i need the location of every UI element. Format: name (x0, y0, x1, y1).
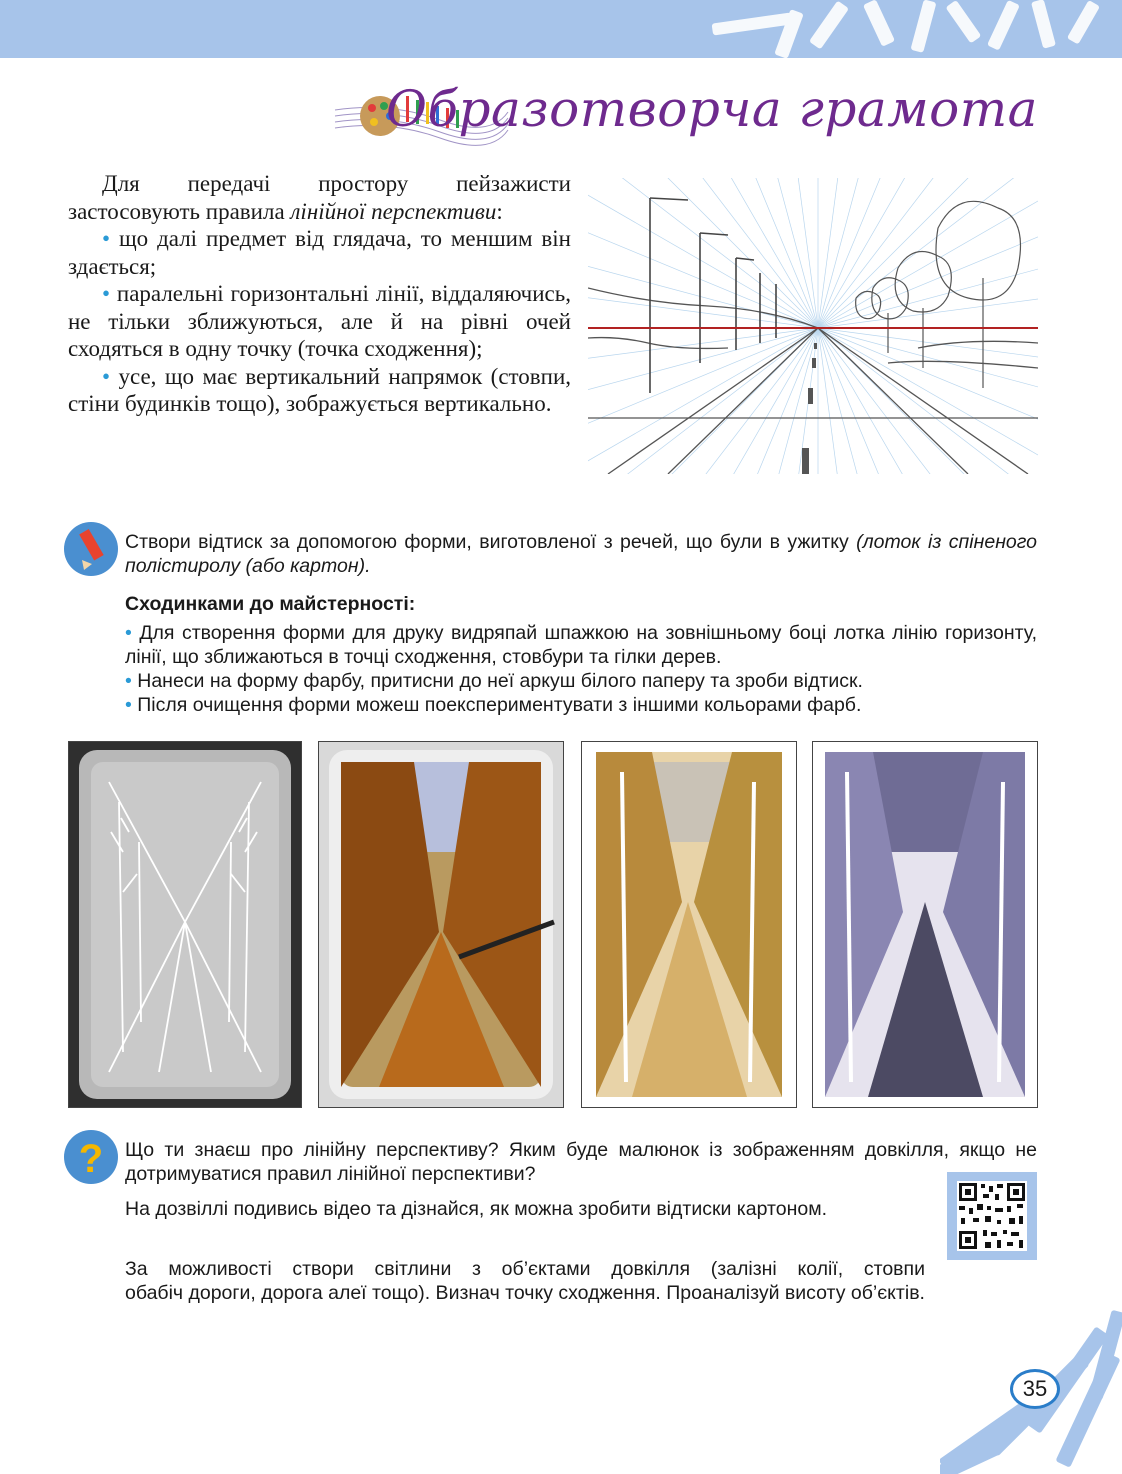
photo-task-text (125, 1257, 1037, 1305)
bullet-icon: • (125, 670, 138, 692)
photo-task-line: За можливості створи світлини з об’єктами довкілля (залізні колії, стовпи (125, 1258, 925, 1280)
rules-intro-end: : (496, 198, 503, 224)
perspective-rules (68, 170, 571, 418)
pencil-icon (64, 522, 118, 576)
bullet-icon: • (125, 622, 140, 644)
qr-code-icon[interactable] (947, 1172, 1037, 1260)
svg-text:?: ? (78, 1137, 104, 1181)
rule-text: паралельні горизонтальні лінії, віддаляючись, не тільки зближуються, але й на рівні очей сходяться в одну точку (точка сходження); (68, 281, 572, 361)
task-materials: (лоток із спіненого полістиролу (або картон). (125, 531, 1038, 577)
step-text: Для створення форми для друку видряпай шпажкою на зовнішньому боці лотка лінію горизонту, лінії, що зближаються в точці сходження, стовбури та гілки дерев. (125, 622, 1037, 668)
bullet-icon: • (102, 281, 117, 306)
photo-scratched-tray (68, 741, 302, 1108)
step-text: Після очищення форми можеш поекспериментувати з іншими кольорами фарб. (137, 694, 862, 716)
page-title: Образотворча грамота (386, 80, 1038, 138)
rules-intro (68, 170, 571, 225)
bullet-icon: • (125, 694, 138, 716)
rules-intro-term: лінійної перспективи (290, 198, 497, 224)
rules-intro-text: Для передачі простору пейзажисти застосовують правила (68, 171, 571, 224)
question-icon (64, 1130, 118, 1184)
step-item (125, 621, 1037, 669)
rule-text: що далі предмет від глядача, то меншим він здається; (68, 226, 571, 279)
section-title-block (330, 78, 1050, 158)
steps-list (125, 621, 1037, 717)
rule-item (68, 280, 571, 363)
rule-item (68, 225, 571, 280)
photo-painted-tray (318, 741, 564, 1108)
perspective-road-sketch (588, 178, 1038, 474)
rule-text: усе, що має вертикальний напрямок (стовпи, стіни будинків тощо), зображується вертикально. (68, 363, 571, 416)
task-text (125, 530, 1037, 578)
bullet-icon: • (102, 363, 119, 389)
question-text: Що ти знаєш про лінійну перспективу? Яким буде малюнок із зображенням довкілля, якщо не дотримуватися правил лінійної перспективи? (125, 1139, 1037, 1185)
photo-task-line: обабіч дороги, дорога алеї тощо). Визнач точку сходження. Проаналізуй висоту об’єктів. (125, 1282, 925, 1304)
photo-blue-print (812, 741, 1038, 1108)
steps-title: Сходинками до майстерності: (125, 593, 416, 615)
step-item (125, 693, 1037, 717)
bullet-icon: • (102, 226, 119, 251)
pencils-decoration-icon (702, 0, 1122, 58)
task-instruction: Створи відтиск за допомогою форми, виготовленої з речей, що були в ужитку (125, 531, 857, 553)
photo-brown-print (581, 741, 797, 1108)
step-text: Нанеси на форму фарбу, притисни до неї аркуш білого паперу та зроби відтиск. (137, 670, 863, 692)
rule-item (68, 363, 571, 418)
page-number: 35 (1010, 1369, 1060, 1409)
leisure-text: На дозвіллі подивись відео та дізнайся, як можна зробити відтиски картоном. (125, 1198, 828, 1220)
step-item (125, 669, 1037, 693)
